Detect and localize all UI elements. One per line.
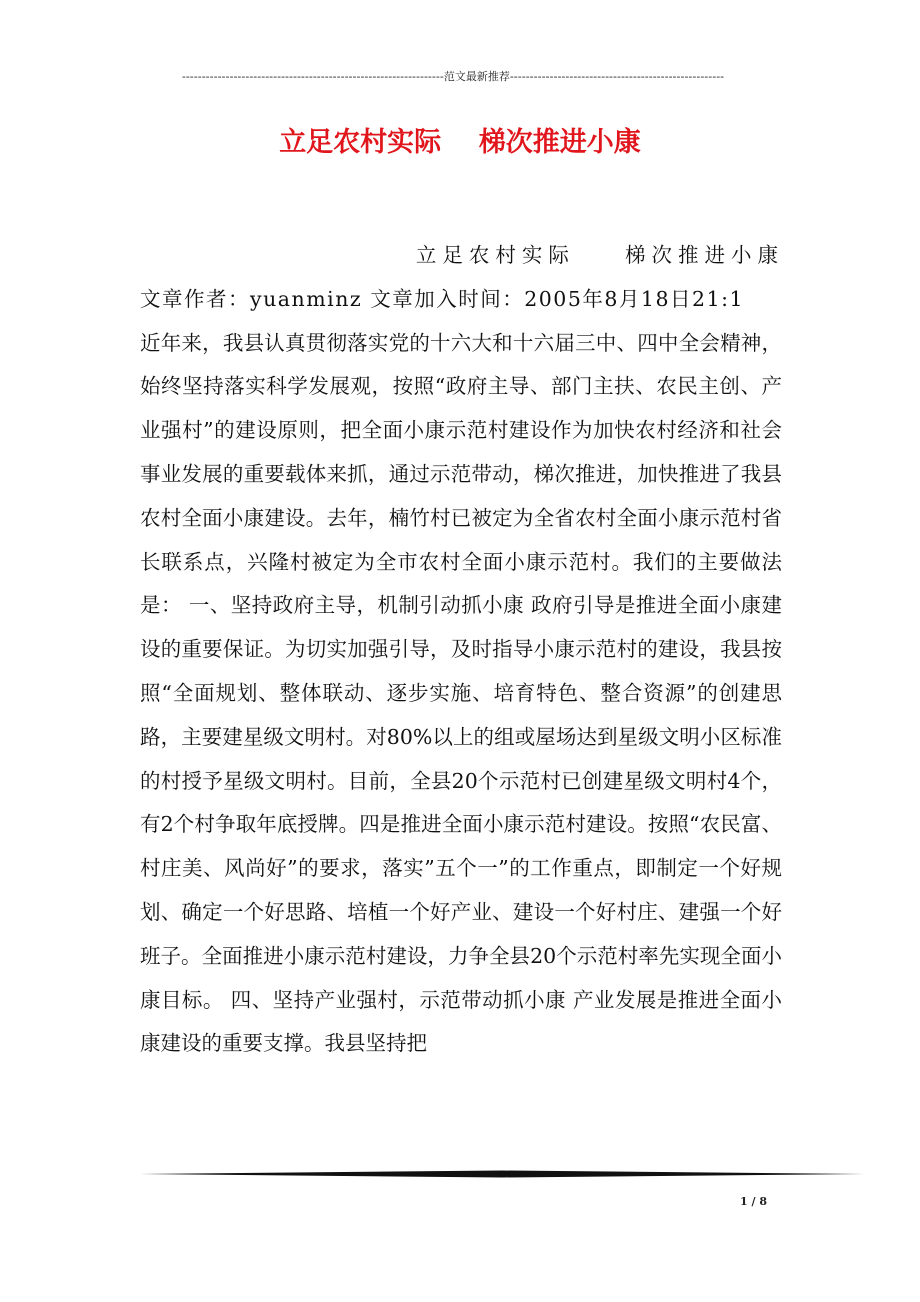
author-line: 文章作者：yuanminz 文章加入时间：2005年8月18日21:1 (140, 286, 745, 311)
page-header-banner: ------------------------------------------------------------------范文最新推荐------------------------------------------------------ (181, 70, 725, 83)
footer-rule (140, 1170, 864, 1178)
document-title: 立足农村实际 梯次推进小康 (279, 127, 641, 158)
page-number: 1 / 8 (740, 1195, 767, 1208)
document-subtitle: 立足农村实际 梯次推进小康 (415, 243, 784, 267)
document-body (140, 234, 782, 1066)
body-paragraph: 近年来，我县认真贯彻落实党的十六大和十六届三中、四中全会精神，始终坚持落实科学发展观，按照“政府主导、部门主扶、农民主创、产业强村”的建设原则，把全面小康示范村建设作为加快农村经济和社会事业发展的重要载体来抓，通过示范带动，梯次推进，加快推进了我县农村全面小康建设。去年，楠竹村已被定为全省农村全面小康示范村省长联系点，兴隆村被定为全市农村全面小康示范村。我们的主要做法是： 一、坚持政府主导，机制引动抓小康 政府引导是推进全面小康建设的重要保证。为切实加强引导，及时指导小康示范村的建设，我县按照“全面规划、整体联动、逐步实施、培育特色、整合资源”的创建思路，主要建星级文明村。对80%以上的组或屋场达到星级文明小区标准的村授予星级文明村。目前，全县20个示范村已创建星级文明村4个，有2个村争取年底授牌。四是推进全面小康示范村建设。按照“农民富、村庄美、风尚好”的要求，落实”五个一”的工作重点，即制定一个好规划、确定一个好思路、培植一个好产业、建设一个好村庄、建强一个好班子。全面推进小康示范村建设，力争全县20个示范村率先实现全面小康目标。 四、坚持产业强村，示范带动抓小康 产业发展是推进全面小康建设的重要支撑。我县坚持把 (140, 330, 782, 1056)
